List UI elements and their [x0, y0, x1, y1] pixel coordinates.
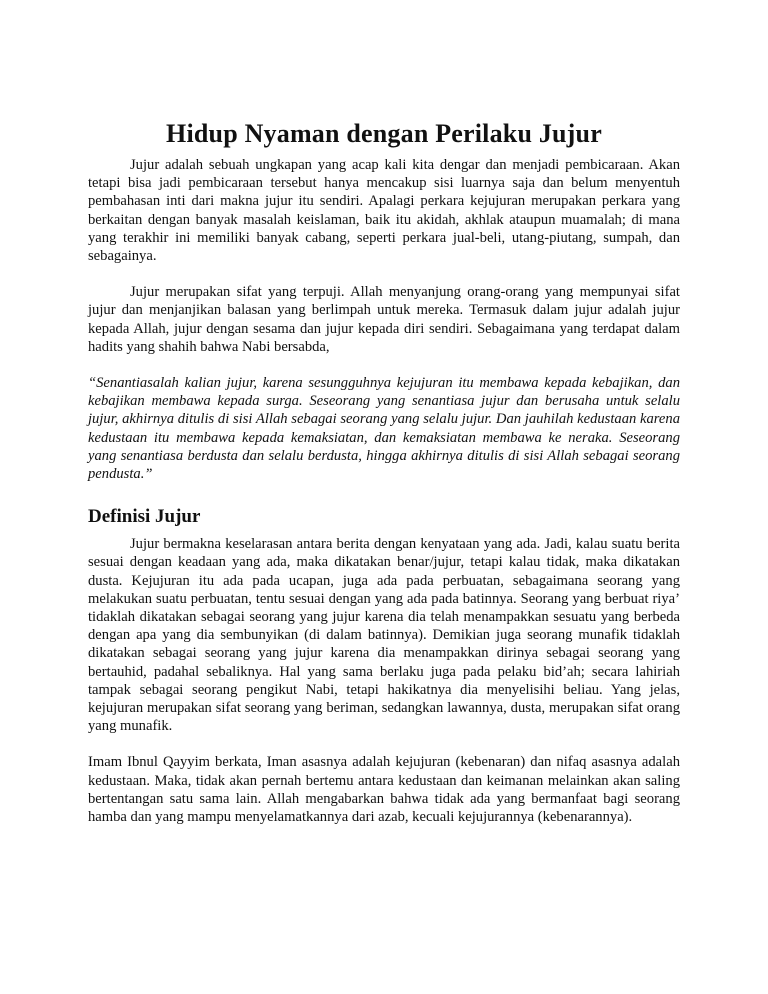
- document-title: Hidup Nyaman dengan Perilaku Jujur: [166, 119, 602, 148]
- paragraph-ibnul-qayyim: Imam Ibnul Qayyim berkata, Iman asasnya adalah kejujuran (kebenaran) dan nifaq asasnya adalah kedustaan. Maka, tidak akan pernah bertemu antara kedustaan dan keimanan melainkan akan saling bertentangan satu sama lain. Allah mengabarkan bahwa tidak ada yang bermanfaat bagi seorang hamba dan yang mampu menyelamatkannya dari azab, kecuali kejujurannya (kebenarannya).: [88, 754, 680, 826]
- paragraph-definition: Jujur bermakna keselarasan antara berita dengan kenyataan yang ada. Jadi, kalau suatu berita sesuai dengan keadaan yang ada, maka dikatakan benar/jujur, tetapi kalau tidak, maka dikatakan dusta. Kejujuran itu ada pada ucapan, juga ada pada perbuatan, sebagaimana seorang yang melakukan suatu perbuatan, tentu sesuai dengan yang ada pada batinnya. Seorang yang berbuat riya’ tidaklah dikatakan sebagai seorang yang jujur karena dia telah menampakkan sesuatu yang berbeda dengan apa yang dia sembunyikan (di dalam batinnya). Demikian juga seorang munafik tidaklah dikatakan sebagai seorang yang jujur karena dia menampakkan dirinya sebagai seorang yang bertauhid, padahal sebaliknya. Hal yang sama berlaku juga pada pelaku bid’ah; secara lahiriah tampak sebagai seorang pengikut Nabi, tetapi hakikatnya dia menyelisihi beliau. Yang jelas, kejujuran merupakan sifat seorang yang beriman, sedangkan lawannya, dusta, merupakan sifat orang yang munafik.: [88, 536, 680, 735]
- paragraph-intro: Jujur adalah sebuah ungkapan yang acap kali kita dengar dan menjadi pembicaraan. Akan tetapi bisa jadi pembicaraan tersebut hanya mencakup sisi luarnya saja dan belum menyentuh pembahasan inti dari makna jujur itu sendiri. Apalagi perkara kejujuran merupakan perkara yang berkaitan dengan banyak masalah keislaman, baik itu akidah, akhlak ataupun muamalah; di mana yang terakhir ini memiliki banyak cabang, seperti perkara jual-beli, utang-piutang, sumpah, dan sebagainya.: [88, 157, 680, 265]
- hadith-quote: “Senantiasalah kalian jujur, karena sesungguhnya kejujuran itu membawa kepada kebajikan, dan kebajikan membawa kepada surga. Seseorang yang senantiasa jujur dan berusaha untuk selalu jujur, akhirnya ditulis di sisi Allah sebagai seorang yang selalu jujur. Dan jauhilah kedustaan karena kedustaan itu membawa kepada kemaksiatan, dan kemaksiatan membawa ke neraka. Seseorang yang senantiasa berdusta dan selalu berdusta, hingga akhirnya ditulis di sisi Allah sebagai seorang pendusta.”: [88, 375, 680, 483]
- section-heading-definisi: Definisi Jujur: [88, 506, 201, 528]
- document-page: [88, 118, 680, 826]
- paragraph-virtue: Jujur merupakan sifat yang terpuji. Allah menyanjung orang-orang yang mempunyai sifat jujur dan menjanjikan balasan yang berlimpah untuk mereka. Termasuk dalam jujur adalah jujur kepada Allah, jujur dengan sesama dan jujur kepada diri sendiri. Sebagaimana yang terdapat dalam hadits yang shahih bahwa Nabi bersabda,: [88, 284, 680, 355]
